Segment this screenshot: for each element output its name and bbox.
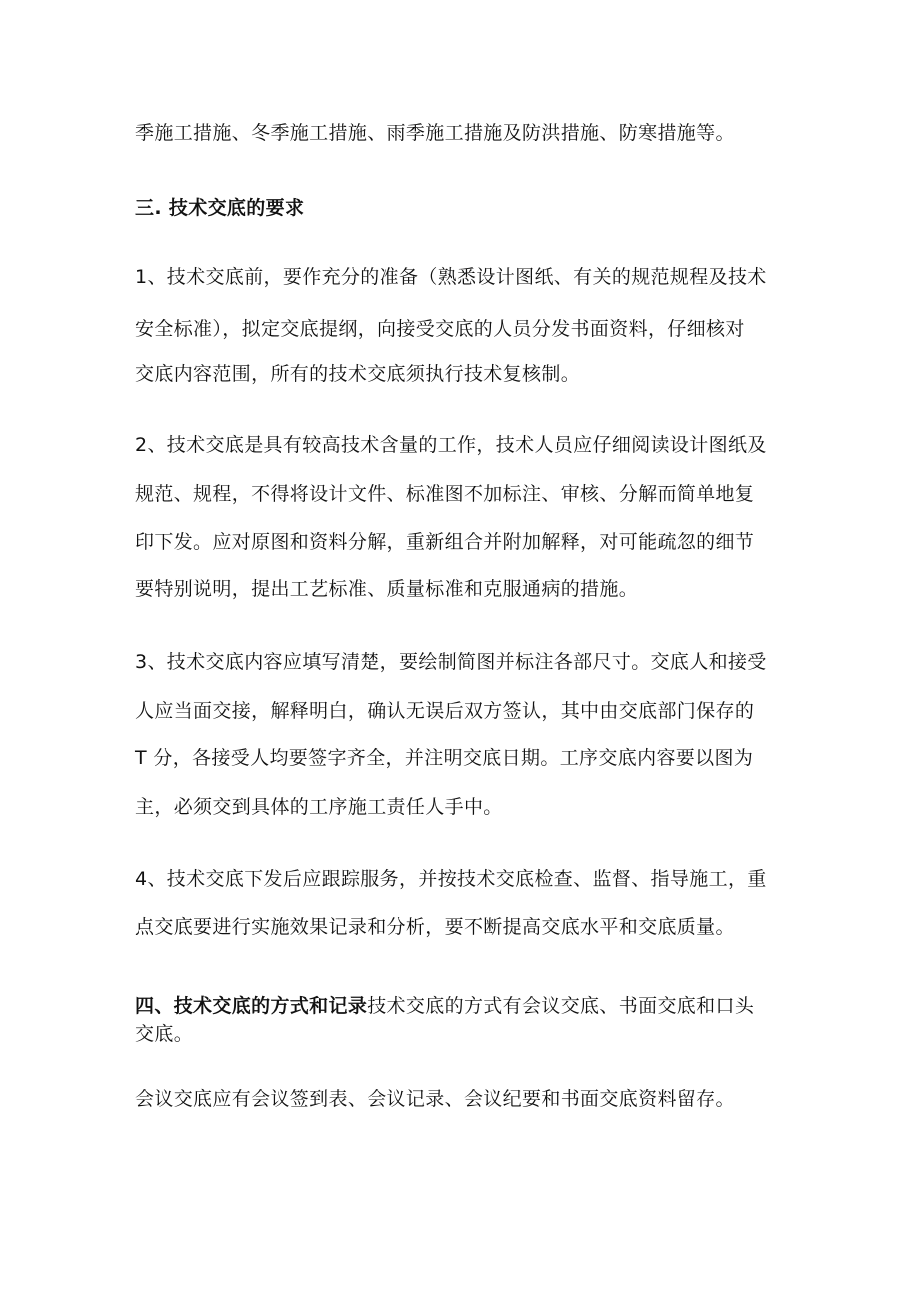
section4-line1	[135, 994, 795, 1018]
item1-line1: 1、技术交底前，要作充分的准备（熟悉设计图纸、有关的规范规程及技术	[135, 266, 767, 288]
item3-line1: 3、技术交底内容应填写清楚，要绘制简图并标注各部尺寸。交底人和接受	[135, 651, 767, 673]
intro-line: 季施工措施、冬季施工措施、雨季施工措施及防洪措施、防寒措施等。	[135, 122, 735, 144]
item2-line1: 2、技术交底是具有较高技术含量的工作，技术人员应仔细阅读设计图纸及	[135, 434, 767, 456]
item3-line4: 主，必须交到具体的工序施工责任人手中。	[135, 796, 503, 818]
section4-text: 技术交底的方式有会议交底、书面交底和口头	[367, 995, 755, 1017]
section4-line2: 交底。	[135, 1023, 194, 1045]
item1-line2: 安全标准），拟定交底提纲，向接受交底的人员分发书面资料，仔细核对	[135, 318, 745, 340]
item1-line3: 交底内容范围，所有的技术交底须执行技术复核制。	[135, 363, 581, 385]
item2-line4: 要特别说明，提出工艺标准、质量标准和克服通病的措施。	[135, 578, 639, 600]
item2-line2: 规范、规程，不得将设计文件、标准图不加标注、审核、分解而简单地复	[135, 483, 755, 505]
item4-line1: 4、技术交底下发后应跟踪服务，并按技术交底检查、监督、指导施工，重	[135, 868, 767, 890]
item3-line3: T 分，各接受人均要签字齐全，并注明交底日期。工序交底内容要以图为	[135, 747, 754, 769]
section4-heading: 四、技术交底的方式和记录	[135, 995, 368, 1017]
meeting-note: 会议交底应有会议签到表、会议记录、会议纪要和书面交底资料留存。	[135, 1088, 735, 1110]
item4-line2: 点交底要进行实施效果记录和分析，要不断提高交底水平和交底质量。	[135, 916, 735, 938]
item2-line3: 印下发。应对原图和资料分解，重新组合并附加解释，对可能疏忽的细节	[135, 531, 755, 553]
section3-heading: 三. 技术交底的要求	[135, 197, 305, 219]
item3-line2: 人应当面交接，解释明白，确认无误后双方签认，其中由交底部门保存的	[135, 700, 755, 722]
